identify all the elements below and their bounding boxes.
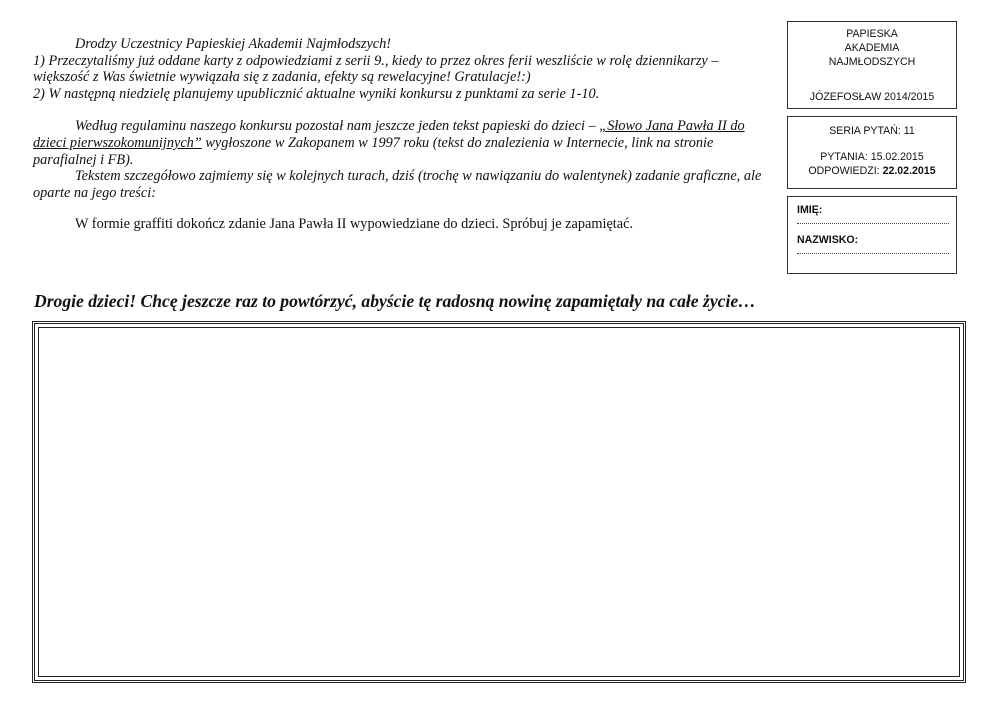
name-field[interactable]	[797, 217, 949, 224]
answers-date-line	[788, 164, 956, 178]
headline: Drogie dzieci! Chcę jeszcze raz to powtórzyć, abyście tę radosną nowinę zapamiętały na całe życie…	[34, 291, 756, 311]
answers-label: ODPOWIEDZI:	[808, 165, 883, 178]
academy-line-3: NAJMŁODSZYCH	[828, 56, 916, 69]
surname-field[interactable]	[797, 247, 949, 254]
task-intro-paragraph: Tekstem szczegółowo zajmiemy się w kolejnych turach, dziś (trochę w nawiązaniu do walentynek) zadanie graficzne, ale oparte na jego treści:	[33, 168, 762, 201]
series-number: SERIA PYTAŃ: 11	[829, 125, 915, 137]
drawing-area-inner-border	[38, 327, 960, 677]
rules-paragraph	[33, 118, 778, 168]
rules-text: Według regulaminu naszego konkursu pozostał nam jeszcze jeden tekst papieski do dzieci –	[75, 118, 600, 135]
answers-date: 22.02.2015	[882, 165, 936, 178]
intro-text	[33, 36, 778, 233]
academy-line-1: PAPIESKA	[846, 28, 898, 40]
task-instruction: W formie graffiti dokończ zdanie Jana Pawła II wypowiedziane do dzieci. Spróbuj je zapamiętać.	[75, 216, 634, 233]
academy-box	[787, 21, 957, 109]
questions-date: PYTANIA: 15.02.2015	[820, 151, 924, 164]
surname-label: NAZWISKO:	[797, 234, 859, 247]
series-box	[787, 116, 957, 189]
name-label: IMIĘ:	[797, 204, 823, 216]
academy-year: JÓZEFOSŁAW 2014/2015	[809, 90, 935, 103]
intro-point-1: 1) Przeczytaliśmy już oddane karty z odpowiedziami z serii 9., kiedy to przez okres ferii weszliście w rolę dziennikarzy – większość z Was świetnie wywiązała się z zadania, efekty są rewelacyjne! Gratulacje!:)	[33, 52, 719, 86]
drawing-area[interactable]	[32, 321, 966, 683]
academy-line-2: AKADEMIA	[844, 42, 900, 55]
participant-box	[787, 196, 957, 274]
greeting: Drodzy Uczestnicy Papieskiej Akademii Najmłodszych!	[75, 36, 392, 52]
speech-title: „Słowo Jana Pawła II do dzieci pierwszokomunijnych”	[33, 118, 745, 151]
intro-point-2: 2) W następną niedzielę planujemy upublicznić aktualne wyniki konkursu z punktami za serie 1-10.	[33, 85, 600, 102]
rules-text-end: wygłoszone w Zakopanem w 1997 roku (tekst do znalezienia w Internecie, link na stronie parafialnej i FB).	[33, 134, 714, 168]
